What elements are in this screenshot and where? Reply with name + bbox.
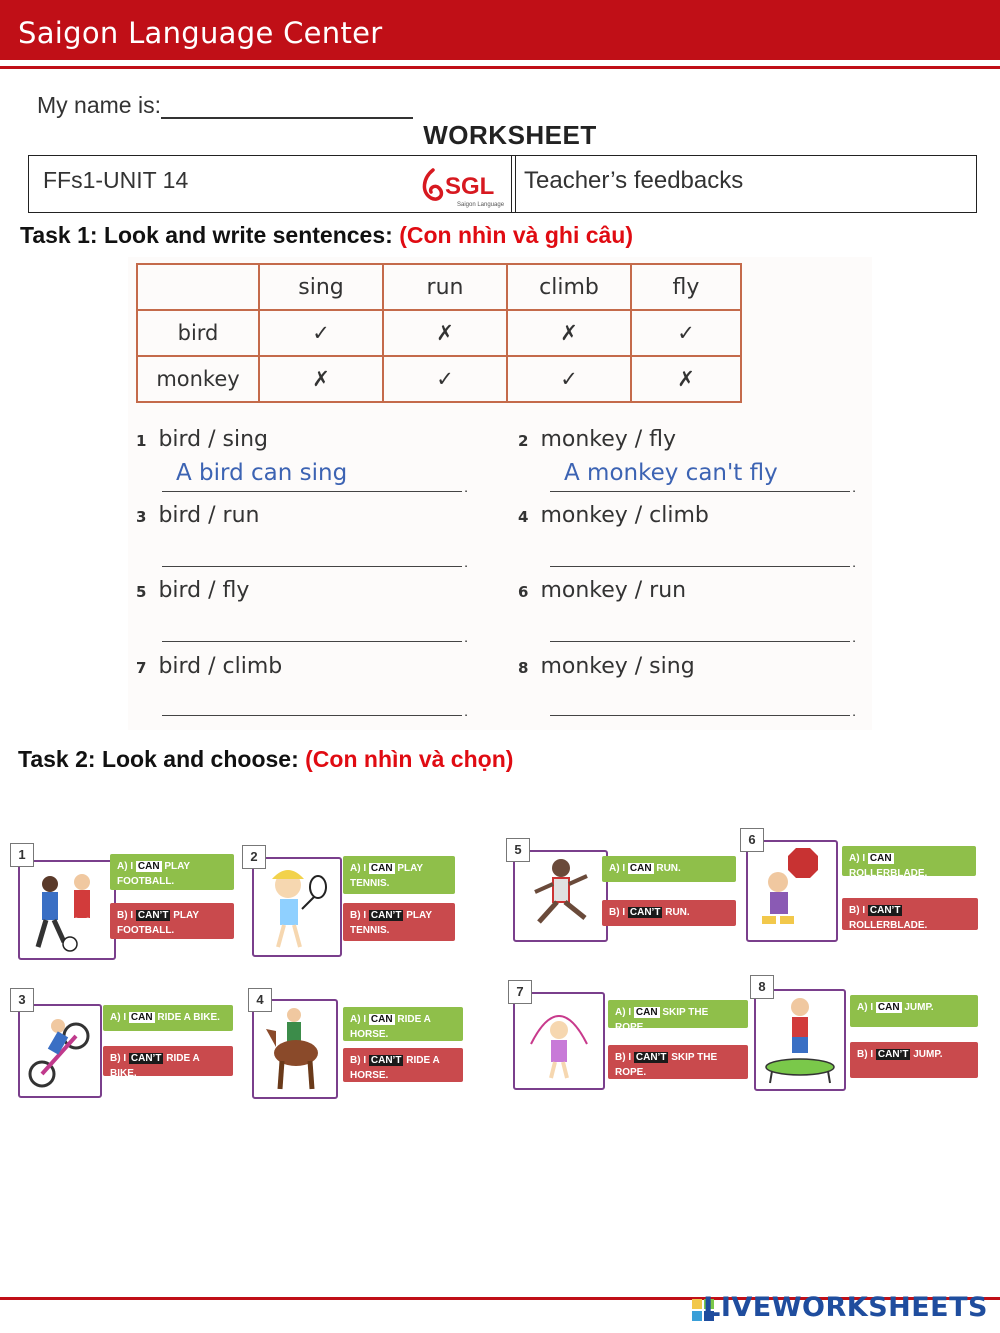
name-input-line[interactable] [161, 97, 413, 119]
info-feedback-cell [516, 156, 976, 212]
liveworksheets-brand[interactable]: LIVEWORKSHEETS [703, 1292, 988, 1323]
feedback-label: Teacher’s feedbacks [524, 167, 744, 194]
header-divider [0, 66, 1000, 69]
table-header-row [137, 264, 741, 310]
answer-line[interactable]: A bird can sing . [162, 462, 462, 492]
exercise-prompt: 7 bird / climb [136, 654, 283, 679]
sample-answer: A bird can sing [176, 460, 348, 486]
item-number: 8 [750, 975, 774, 999]
table-cell-mark: ✓ [631, 310, 741, 356]
exercise-prompt: 6 monkey / run [518, 578, 687, 603]
answer-line[interactable]: A monkey can't fly . [550, 462, 850, 492]
rollerblade-picture-icon [746, 840, 838, 942]
info-table [28, 155, 977, 213]
ability-table [136, 263, 742, 403]
table-cell-mark: ✗ [259, 356, 383, 402]
task2-label: Task 2: Look and choose: [18, 746, 306, 772]
option-b-button[interactable]: B) I CAN’T RIDE A BIKE. [103, 1046, 233, 1076]
option-b-button[interactable]: B) I CAN’T PLAY FOOTBALL. [110, 903, 234, 939]
answer-line[interactable]: . [162, 537, 462, 567]
jumping-picture-icon [754, 989, 846, 1091]
task2-heading [18, 746, 513, 773]
table-cell-mark: ✓ [383, 356, 507, 402]
name-label: My name is: [37, 92, 161, 118]
option-a-button[interactable]: A) I CAN PLAY TENNIS. [343, 856, 455, 894]
header-bar [0, 0, 1000, 60]
answer-line[interactable]: . [162, 686, 462, 716]
item-number: 7 [508, 980, 532, 1004]
table-col-header: sing [259, 264, 383, 310]
table-cell-mark: ✗ [383, 310, 507, 356]
table-cell-mark: ✓ [259, 310, 383, 356]
running-picture-icon [513, 850, 608, 942]
exercise-prompt: 4 monkey / climb [518, 503, 709, 528]
skipping-rope-picture-icon [513, 992, 605, 1090]
table-row [137, 310, 741, 356]
task1-vi-label: (Con nhìn và ghi câu) [399, 222, 634, 248]
table-col-header: run [383, 264, 507, 310]
info-unit-cell [29, 156, 512, 212]
center-name: Saigon Language Center [18, 16, 383, 50]
option-a-button[interactable]: A) I CAN RIDE A HORSE. [343, 1007, 463, 1041]
answer-line[interactable]: . [550, 612, 850, 642]
item-number: 5 [506, 838, 530, 862]
worksheet-title: WORKSHEET [423, 120, 597, 150]
option-b-button[interactable]: B) I CAN’T JUMP. [850, 1042, 978, 1078]
exercise-prompt: 3 bird / run [136, 503, 260, 528]
option-a-button[interactable]: A) I CAN JUMP. [850, 995, 978, 1027]
name-field-row [37, 92, 413, 119]
option-b-button[interactable]: B) I CAN’T ROLLERBLADE. [842, 898, 978, 930]
option-b-button[interactable]: B) I CAN’T SKIP THE ROPE. [608, 1045, 748, 1079]
option-a-button[interactable]: A) I CAN PLAY FOOTBALL. [110, 854, 234, 890]
logo-text: SGL [445, 173, 495, 200]
exercise-prompt: 8 monkey / sing [518, 654, 695, 679]
table-col-header: fly [631, 264, 741, 310]
table-corner-cell [137, 264, 259, 310]
option-b-button[interactable]: B) I CAN’T PLAY TENNIS. [343, 903, 455, 941]
exercise-prompt: 1 bird / sing [136, 427, 269, 452]
item-number: 6 [740, 828, 764, 852]
answer-line[interactable]: . [162, 612, 462, 642]
table-cell-mark: ✗ [507, 310, 631, 356]
task1-exercise-image [128, 257, 872, 730]
item-number: 2 [242, 845, 266, 869]
task1-label: Task 1: Look and write sentences: [20, 222, 400, 248]
table-col-header: climb [507, 264, 631, 310]
task2-vi-label: (Con nhìn và chọn) [305, 746, 514, 772]
answer-line[interactable]: . [550, 686, 850, 716]
option-a-button[interactable]: A) I CAN ROLLERBLADE. [842, 846, 976, 876]
exercise-prompt: 2 monkey / fly [518, 427, 677, 452]
exercise-prompt: 5 bird / fly [136, 578, 250, 603]
table-row-header: monkey [137, 356, 259, 402]
table-row [137, 356, 741, 402]
horse-picture-icon [252, 999, 338, 1099]
item-number: 4 [248, 988, 272, 1012]
option-a-button[interactable]: A) I CAN RIDE A BIKE. [103, 1005, 233, 1031]
sample-answer: A monkey can't fly [564, 460, 778, 486]
item-number: 3 [10, 988, 34, 1012]
sgl-logo-icon [419, 164, 511, 208]
logo-subtext: Saigon Language [457, 202, 505, 208]
option-a-button[interactable]: A) I CAN SKIP THE ROPE. [608, 1000, 748, 1028]
option-b-button[interactable]: B) I CAN’T RUN. [602, 900, 736, 926]
table-cell-mark: ✗ [631, 356, 741, 402]
item-number: 1 [10, 843, 34, 867]
table-row-header: bird [137, 310, 259, 356]
unit-label: FFs1-UNIT 14 [43, 167, 189, 193]
task1-heading [20, 222, 633, 249]
table-cell-mark: ✓ [507, 356, 631, 402]
football-picture-icon [18, 860, 116, 960]
bike-picture-icon [18, 1004, 102, 1098]
answer-line[interactable]: . [550, 537, 850, 567]
option-b-button[interactable]: B) I CAN’T RIDE A HORSE. [343, 1048, 463, 1082]
option-a-button[interactable]: A) I CAN RUN. [602, 856, 736, 882]
tennis-picture-icon [252, 857, 342, 957]
